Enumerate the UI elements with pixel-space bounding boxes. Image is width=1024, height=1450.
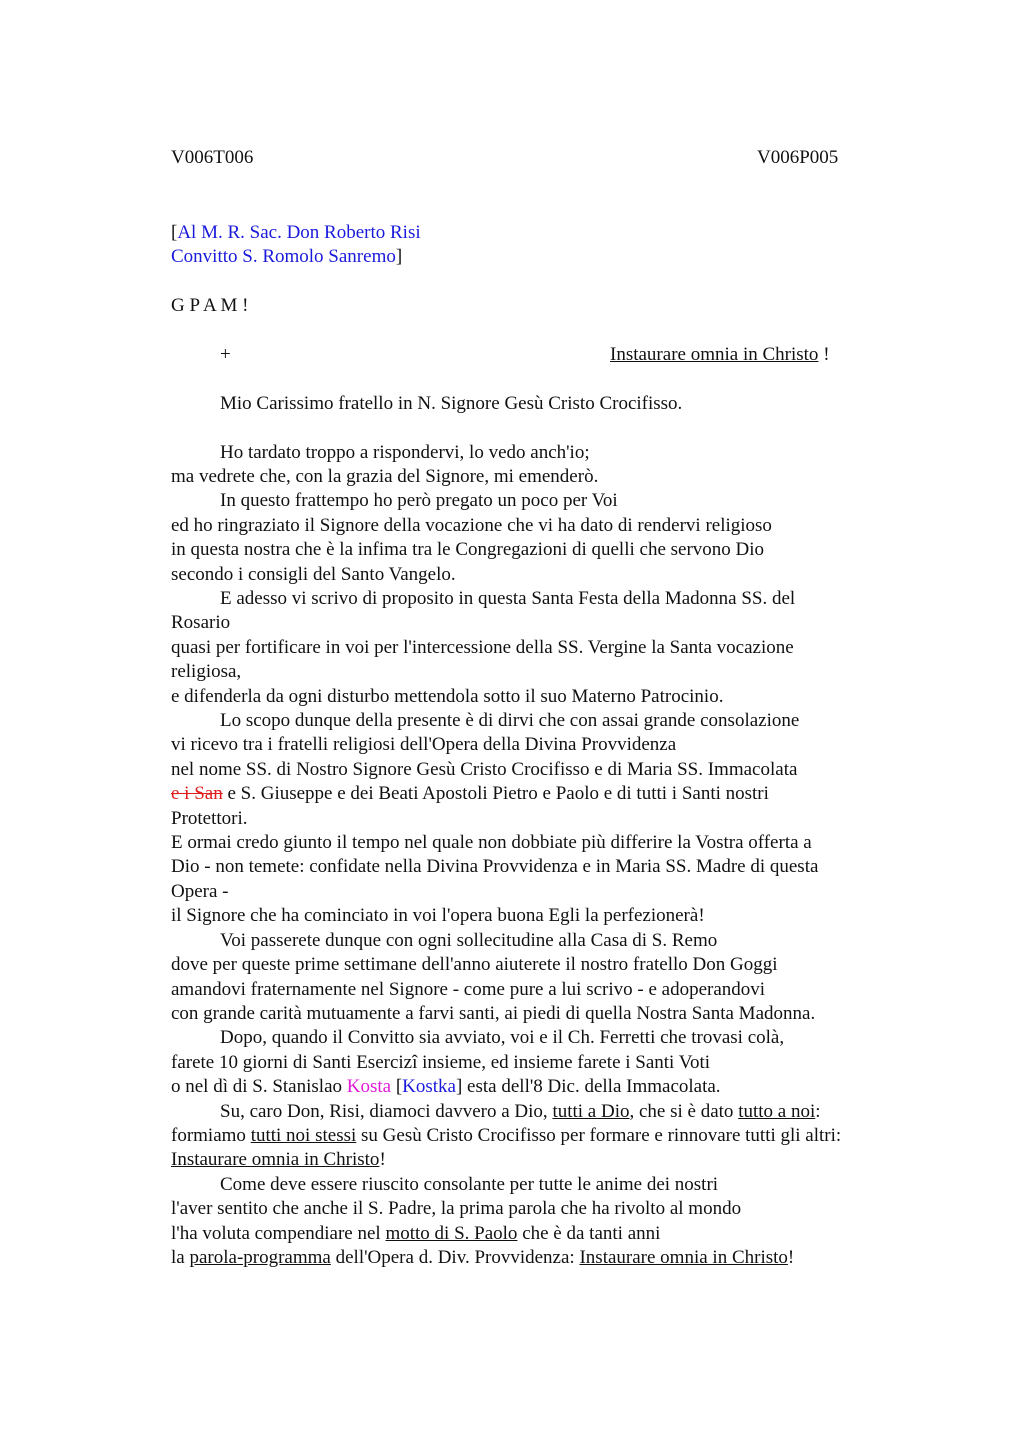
motto-text: Instaurare omnia in Christo	[610, 344, 819, 365]
paragraph-line: In questo frattempo ho però pregato un poco per Voi	[220, 490, 618, 512]
paragraph-line: e difenderla da ogni disturbo mettendola sotto il suo Materno Patrocinio.	[171, 685, 724, 707]
edited-word: Kosta	[346, 1076, 392, 1098]
paragraph-line: o nel dì di S. Stanislao Kosta [Kostka] esta dell'8 Dic. della Immacolata.	[171, 1076, 721, 1098]
salutation: Mio Carissimo fratello in N. Signore Gesù Cristo Crocifisso.	[220, 392, 683, 414]
editor-correction: Kostka	[402, 1076, 456, 1098]
paragraph-line: Rosario	[171, 612, 231, 634]
letter-body	[171, 221, 931, 1270]
paragraph-line: formiamo tutti noi stessi su Gesù Cristo Crocifisso per formare e rinnovare tutti gli altri:	[171, 1124, 842, 1146]
motto: Instaurare omnia in Christo !	[610, 344, 830, 365]
address-place: Convitto S. Romolo Sanremo	[171, 246, 396, 268]
paragraph-line: farete 10 giorni di Santi Esercizî insieme, ed insieme farete i Santi Voti	[171, 1051, 711, 1073]
paragraph-line: Su, caro Don, Risi, diamoci davvero a Dio, tutti a Dio, che si è dato tutto a noi:	[220, 1100, 821, 1122]
paragraph-line: in questa nostra che è la infima tra le Congregazioni di quelli che servono Dio	[171, 539, 765, 561]
address-line-1	[171, 221, 931, 245]
paragraph-line: E ormai credo giunto il tempo nel quale non dobbiate più differire la Vostra offerta a	[171, 832, 812, 854]
paragraph-line: con grande carità mutuamente a farvi santi, ai piedi di quella Nostra Santa Madonna.	[171, 1002, 816, 1024]
bracket-close: ]	[395, 246, 403, 268]
paragraph-line: E adesso vi scrivo di proposito in questa Santa Festa della Madonna SS. del	[220, 588, 796, 610]
struck-text: e i San	[171, 783, 223, 805]
invocation: G P A M !	[171, 295, 249, 317]
paragraph-line: quasi per fortificare in voi per l'intercessione della SS. Vergine la Santa vocazione	[171, 636, 794, 658]
paragraph-line: nel nome SS. di Nostro Signore Gesù Cristo Crocifisso e di Maria SS. Immacolata	[171, 758, 798, 780]
paragraph-line: Come deve essere riuscito consolante per tutte le anime dei nostri	[220, 1173, 719, 1195]
paragraph-line: Dio - non temete: confidate nella Divina Provvidenza e in Maria SS. Madre di questa	[171, 856, 819, 878]
paragraph-line: Instaurare omnia in Christo!	[171, 1149, 386, 1171]
paragraph-line: ma vedrete che, con la grazia del Signore, mi emenderò.	[171, 465, 599, 487]
paragraph-line: il Signore che ha cominciato in voi l'opera buona Egli la perfezionerà!	[171, 905, 705, 927]
paragraph-line: Voi passerete dunque con ogni sollecitudine alla Casa di S. Remo	[220, 929, 718, 951]
bracket-open: [	[171, 222, 178, 243]
paragraph-line: vi ricevo tra i fratelli religiosi dell'Opera della Divina Provvidenza	[171, 734, 677, 756]
paragraph-line: dove per queste prime settimane dell'anno aiuterete il nostro fratello Don Goggi	[171, 954, 778, 976]
volume-code: V006T006	[171, 147, 254, 168]
paragraph-line: Lo scopo dunque della presente è di dirvi che con assai grande consolazione	[220, 710, 800, 732]
paragraph-line: Protettori.	[171, 807, 248, 829]
paragraph-line: e i San e S. Giuseppe e dei Beati Apostoli Pietro e Paolo e di tutti i Santi nostri	[171, 783, 769, 805]
motto-row	[171, 343, 931, 367]
paragraph-line: l'ha voluta compendiare nel motto di S. Paolo che è da tanti anni	[171, 1222, 661, 1244]
paragraph-line: religiosa,	[171, 661, 242, 683]
paragraph-line: secondo i consigli del Santo Vangelo.	[171, 563, 456, 585]
paragraph-line: ed ho ringraziato il Signore della vocazione che vi ha dato di rendervi religioso	[171, 514, 772, 536]
paragraph-line: l'aver sentito che anche il S. Padre, la prima parola che ha rivolto al mondo	[171, 1198, 742, 1220]
cross-mark: +	[220, 344, 231, 365]
page-code: V006P005	[757, 147, 839, 168]
paragraph-line: Opera -	[171, 880, 229, 902]
address-line-2	[171, 245, 931, 269]
addressee: Al M. R. Sac. Don Roberto Risi	[177, 222, 421, 243]
paragraph-line: la parola-programma dell'Opera d. Div. Provvidenza: Instaurare omnia in Christo!	[171, 1246, 795, 1268]
paragraph-line: Ho tardato troppo a rispondervi, lo vedo anch'io;	[220, 441, 590, 463]
paragraph-line: Dopo, quando il Convitto sia avviato, voi e il Ch. Ferretti che trovasi colà,	[220, 1027, 785, 1049]
paragraph-line: amandovi fraternamente nel Signore - come pure a lui scrivo - e adoperandovi	[171, 978, 766, 1000]
